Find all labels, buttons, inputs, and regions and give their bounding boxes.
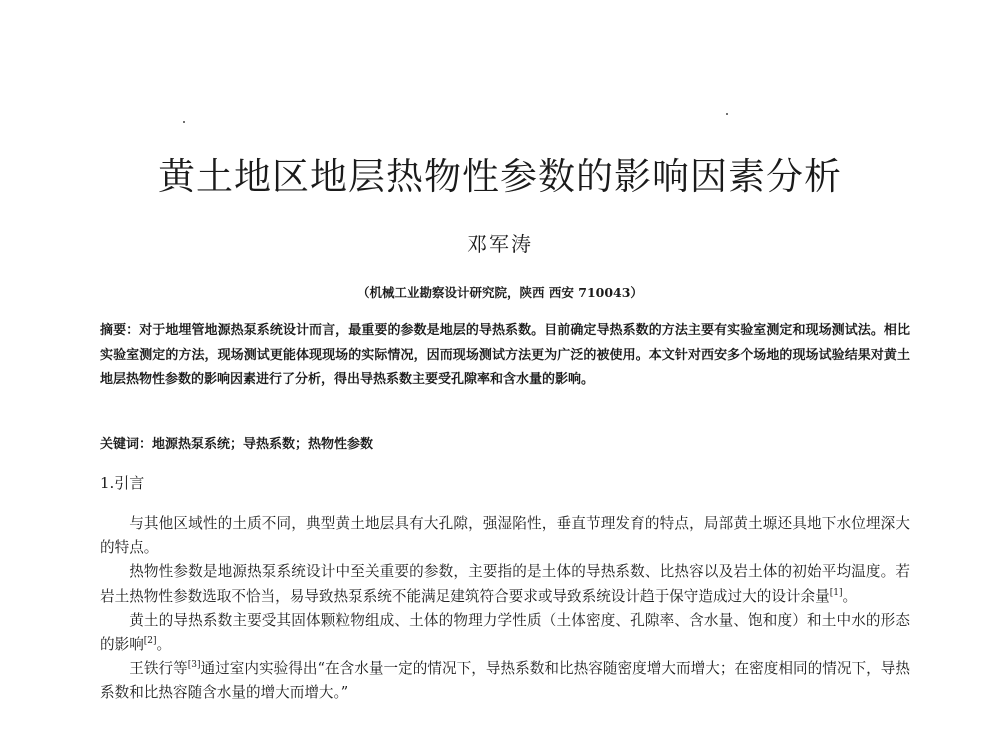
paper-author: 邓军涛	[467, 232, 533, 256]
paragraph-end: 。	[156, 636, 172, 654]
section-heading: 1.引言	[100, 474, 145, 492]
paper-title: 黄土地区地层热物性参数的影响因素分析	[158, 155, 842, 198]
abstract-label: 摘要：	[100, 323, 140, 338]
keywords-text: 地源热泵系统；导热系数；热物性参数	[152, 437, 374, 452]
citation-ref: [1]	[829, 587, 843, 598]
paragraph	[100, 657, 910, 705]
citation-ref: [2]	[143, 636, 157, 647]
paragraph-text: 黄土的导热系数主要受其固体颗粒物组成、土体的物理力学性质（土体密度、孔隙率、含水量、饱和度）和土中水的形态的影响	[100, 611, 910, 654]
paragraph	[100, 512, 910, 560]
paragraph-text: 热物性参数是地源热泵系统设计中至关重要的参数，主要指的是土体的导热系数、比热容以及岩土体的初始平均温度。若岩土热物性参数选取不恰当，易导致热泵系统不能满足建筑符合要求或导致系统设计趋于保守造成过大的设计余量	[100, 563, 910, 605]
scan-speck	[726, 113, 728, 115]
section-body	[100, 512, 910, 706]
paragraph-text: 与其他区域性的土质不同，典型黄土地层具有大孔隙，强湿陷性，垂直节理发育的特点，局部黄土塬还具地下水位埋深大的特点。	[100, 515, 910, 557]
paragraph-end: 。	[842, 587, 858, 605]
author-affiliation: （机械工业勘察设计研究院，陕西 西安 710043）	[357, 285, 643, 300]
paragraph-text: 王铁行等	[129, 660, 188, 678]
scan-speck	[183, 121, 185, 123]
paragraph	[100, 609, 910, 657]
paragraph	[100, 560, 910, 608]
paragraph-text: 通过室内实验得出“在含水量一定的情况下，导热系数和比热容随密度增大而增大；在密度相同的情况下，导热系数和比热容随含水量的增大而增大。”	[100, 660, 910, 702]
abstract	[100, 319, 910, 393]
citation-ref: [3]	[187, 660, 201, 671]
keywords-label: 关键词：	[100, 437, 153, 452]
abstract-text: 对于地埋管地源热泵系统设计而言，最重要的参数是地层的导热系数。目前确定导热系数的方法主要有实验室测定和现场测试法。相比实验室测定的方法，现场测试更能体现现场的实际情况，因而现场测试方法更为广泛的被使用。本文针对西安多个场地的现场试验结果对黄土地层热物性参数的影响因素进行了分析，得出导热系数主要受孔隙率和含水量的影响。	[100, 323, 910, 387]
keywords	[100, 434, 910, 456]
